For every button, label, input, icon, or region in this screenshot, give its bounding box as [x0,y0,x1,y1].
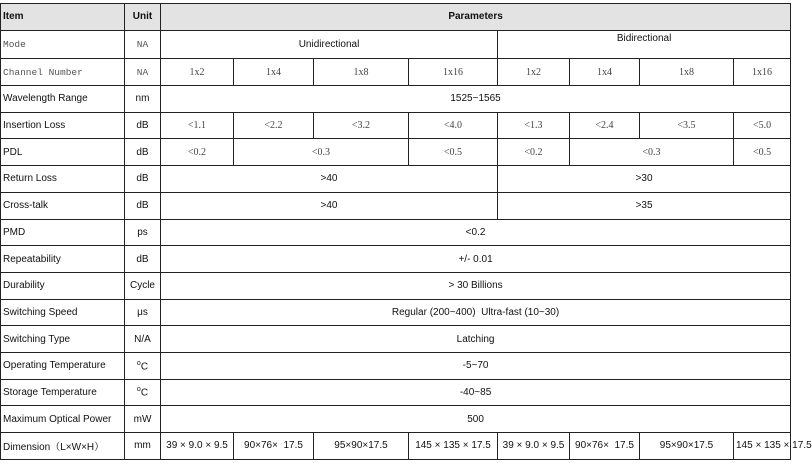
pdl-unit: dB [125,139,161,166]
mode-unit: NA [125,30,161,59]
channel-value: 1x8 [640,59,734,86]
channel-value: 1x2 [161,59,234,86]
row-max-optical-power [1,406,791,433]
durability-label: Durability [1,272,125,299]
channel-value: 1x4 [234,59,314,86]
switching-speed-unit: μs [125,299,161,326]
pmd-label: PMD [1,219,125,246]
dimension-value: 39 × 9.0 × 9.5 [498,433,570,460]
wavelength-value: 1525~1565 [161,86,791,113]
insertion-value: <3.5 [640,112,734,139]
storage-temp-unit-text: C [140,387,149,399]
header-unit: Unit [125,4,161,31]
row-switching-speed [1,299,791,326]
dimension-value: 39 × 9.0 × 9.5 [161,433,234,460]
row-switching-type [1,326,791,353]
crosstalk-unit: dB [125,192,161,219]
insertion-value: <2.4 [570,112,640,139]
row-dimension [1,433,791,460]
pmd-value: <0.2 [161,219,791,246]
spec-table [0,3,812,460]
crosstalk-bi: >35 [498,192,791,219]
crosstalk-label: Cross-talk [1,192,125,219]
row-durability [1,272,791,299]
repeatability-unit: dB [125,246,161,273]
switching-type-label: Switching Type [1,326,125,353]
row-operating-temperature [1,352,791,379]
durability-unit: Cycle [125,272,161,299]
storage-temp-unit [125,379,161,406]
channel-unit: NA [125,59,161,86]
pdl-value: <0.5 [409,139,498,166]
storage-temp-value: -40~85 [161,379,791,406]
repeatability-label: Repeatability [1,246,125,273]
operating-temp-unit-text: C [140,360,149,372]
mode-unidirectional: Unidirectional [161,30,498,59]
row-mode [1,30,791,59]
row-pdl [1,139,791,166]
pdl-value: <0.2 [161,139,234,166]
insertion-value: <2.2 [234,112,314,139]
pdl-value: <0.3 [570,139,734,166]
durability-value: > 30 Billions [161,272,791,299]
pdl-label: PDL [1,139,125,166]
operating-temp-unit [125,352,161,379]
crosstalk-uni: >40 [161,192,498,219]
row-cross-talk [1,192,791,219]
pdl-value: <0.2 [498,139,570,166]
storage-temp-label: Storage Temperature [1,379,125,406]
mode-bidirectional: Bidirectional [498,30,791,59]
max-power-value: 500 [161,406,791,433]
channel-value: 1x2 [498,59,570,86]
insertion-value: <1.1 [161,112,234,139]
switching-type-unit: N/A [125,326,161,353]
dimension-unit: mm [125,433,161,460]
row-wavelength-range [1,86,791,113]
dimension-label: Dimension（L×W×H） [1,433,125,460]
dimension-value: 90×76× 17.5 [570,433,640,460]
dimension-value: 95×90×17.5 [640,433,734,460]
insertion-value: <1.3 [498,112,570,139]
switching-speed-label: Switching Speed [1,299,125,326]
dimension-value: 145 × 135 × 17.5 [409,433,498,460]
channel-value: 1x4 [570,59,640,86]
pdl-value: <0.3 [234,139,409,166]
return-loss-label: Return Loss [1,166,125,193]
insertion-label: Insertion Loss [1,112,125,139]
mode-label: Mode [1,30,125,59]
header-item: Item [1,4,125,31]
degree-sup: o [136,359,141,367]
insertion-value: <4.0 [409,112,498,139]
dimension-value: 90×76× 17.5 [234,433,314,460]
pdl-value: <0.5 [734,139,791,166]
channel-label: Channel Number [1,59,125,86]
row-pmd [1,219,791,246]
degree-sup: o [136,386,141,394]
row-channel-number [1,59,791,86]
header-row [1,4,791,31]
switching-speed-value: Regular (200~400) Ultra-fast (10~30) [161,299,791,326]
insertion-unit: dB [125,112,161,139]
pmd-unit: ps [125,219,161,246]
channel-value: 1x16 [409,59,498,86]
wavelength-label: Wavelength Range [1,86,125,113]
switching-type-value: Latching [161,326,791,353]
max-power-unit: mW [125,406,161,433]
operating-temp-label: Operating Temperature [1,352,125,379]
return-loss-unit: dB [125,166,161,193]
wavelength-unit: nm [125,86,161,113]
operating-temp-value: -5~70 [161,352,791,379]
max-power-label: Maximum Optical Power [1,406,125,433]
row-insertion-loss [1,112,791,139]
row-return-loss [1,166,791,193]
dimension-value: 145 × 135 × 17.5 [734,433,791,460]
dimension-value: 95×90×17.5 [314,433,409,460]
channel-value: 1x16 [734,59,791,86]
row-repeatability [1,246,791,273]
header-parameters: Parameters [161,4,791,31]
return-loss-bi: >30 [498,166,791,193]
row-storage-temperature [1,379,791,406]
insertion-value: <5.0 [734,112,791,139]
insertion-value: <3.2 [314,112,409,139]
channel-value: 1x8 [314,59,409,86]
repeatability-value: +/- 0.01 [161,246,791,273]
return-loss-uni: >40 [161,166,498,193]
